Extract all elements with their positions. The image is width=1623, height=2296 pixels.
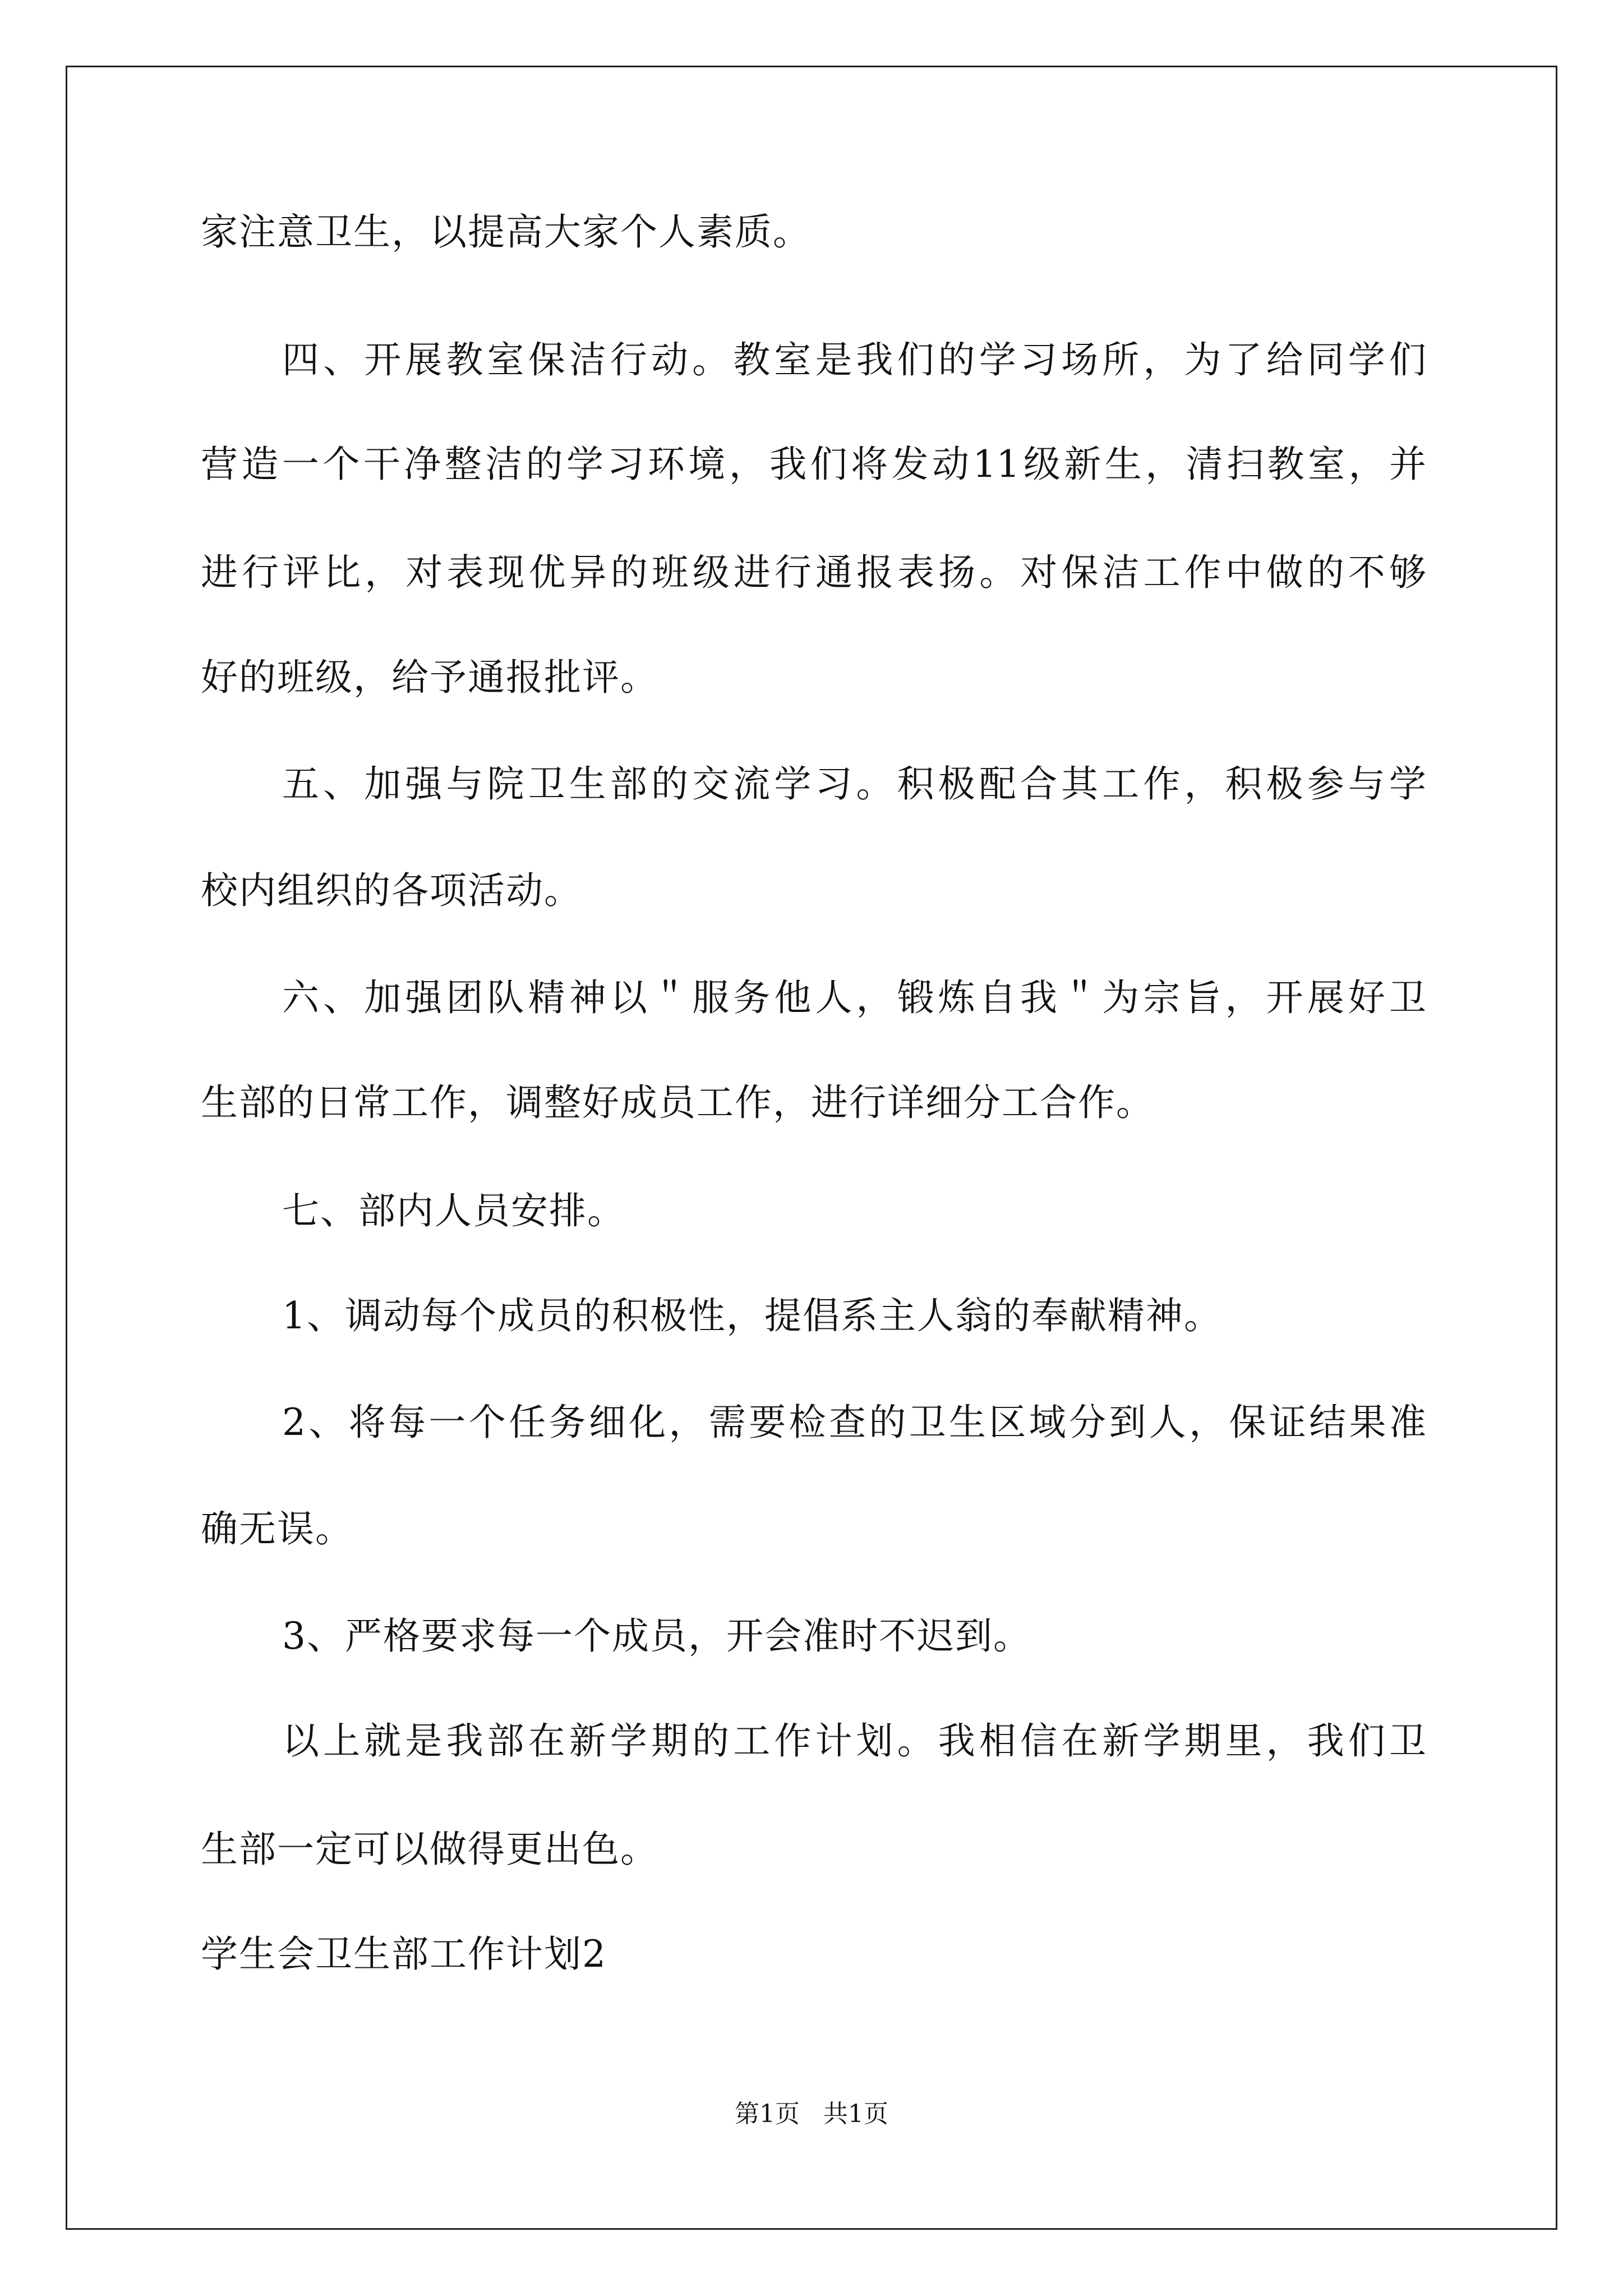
paragraph-line: 六、加强团队精神以＂服务他人，锻炼自我＂为宗旨，开展好卫	[282, 976, 1426, 1019]
paragraph-line: 七、部内人员安排。	[282, 1189, 625, 1232]
paragraph-line: 进行评比，对表现优异的班级进行通报表扬。对保洁工作中做的不够	[201, 551, 1426, 594]
paragraph-line: 1、调动每个成员的积极性，提倡系主人翁的奉献精神。	[282, 1294, 1222, 1337]
paragraph-line: 家注意卫生，以提高大家个人素质。	[201, 210, 811, 254]
page-border	[66, 66, 1557, 2230]
page-number-footer: 第1页 共1页	[735, 2100, 888, 2128]
paragraph-line: 生部一定可以做得更出色。	[201, 1828, 658, 1871]
paragraph-line: 好的班级，给予通报批评。	[201, 656, 658, 699]
paragraph-line: 校内组织的各项活动。	[201, 869, 582, 912]
paragraph-line: 生部的日常工作，调整好成员工作，进行详细分工合作。	[201, 1081, 1154, 1124]
paragraph-line: 营造一个干净整洁的学习环境，我们将发动11级新生，清扫教室，并	[201, 443, 1426, 486]
paragraph-line: 五、加强与院卫生部的交流学习。积极配合其工作，积极参与学	[282, 762, 1426, 806]
paragraph-line: 确无误。	[201, 1507, 353, 1550]
paragraph-line: 四、开展教室保洁行动。教室是我们的学习场所，为了给同学们	[282, 338, 1426, 381]
paragraph-line: 3、严格要求每一个成员，开会准时不迟到。	[282, 1614, 1031, 1658]
paragraph-line: 以上就是我部在新学期的工作计划。我相信在新学期里，我们卫	[282, 1719, 1426, 1763]
section-heading: 学生会卫生部工作计划2	[201, 1932, 607, 1976]
paragraph-line: 2、将每一个任务细化，需要检查的卫生区域分到人，保证结果准	[282, 1401, 1426, 1444]
